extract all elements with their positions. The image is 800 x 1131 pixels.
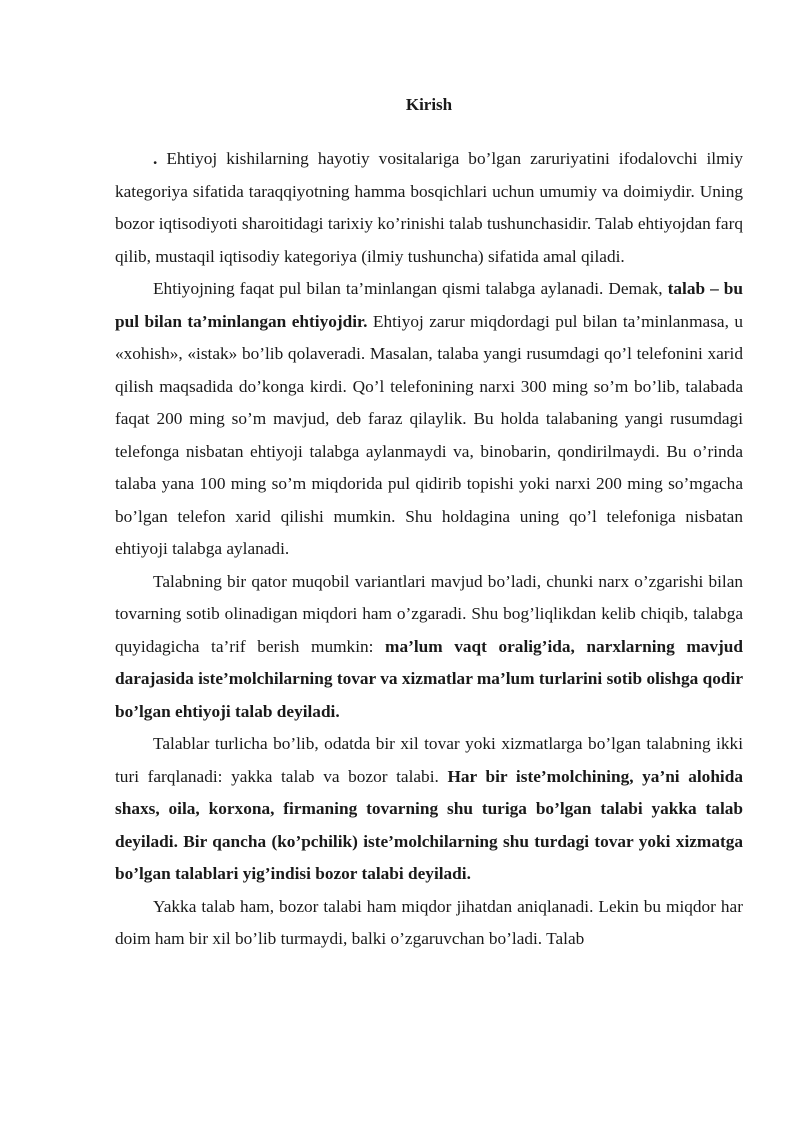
- paragraph-2-text-before: Ehtiyojning faqat pul bilan ta’minlangan qismi talabga aylanadi. Demak,: [153, 279, 668, 298]
- paragraph-2-text-after: Ehtiyoj zarur miqdordagi pul bilan ta’minlanmasa, u «xohish», «istak» bo’lib qolaveradi. Masalan, talaba yangi rusumdagi qo’l telefonini xarid qilish maqsadida do’konga kirdi. Qo’l telefonining narxi 300 ming so’m bo’lib, talabada faqat 200 ming so’m mavjud, deb faraz qilaylik. Bu holda talabaning yangi rusumdagi telefonga nisbatan ehtiyoji talabga aylanmaydi va, binobarin, qondirilmaydi. Bu o’rinda talaba yana 100 ming so’m miqdorida pul qidirib topishi yoki narxi 200 ming so’mgacha bo’lgan telefon xarid qilishi mumkin. Shu holdagina uning qo’l telefoniga nisbatan ehtiyoji talabga aylanadi.: [115, 311, 743, 558]
- paragraph-1-text: Ehtiyoj kishilarning hayotiy vositalariga bo’lgan zaruriyatini ifodalovchi ilmiy kategoriya sifatida taraqqiyotning hamma bosqichlari uchun umumiy va doimiydir. Uning bozor iqtisodiyoti sharoitidagi tarixiy ko’rinishi talab tushunchasidir. Talab ehtiyojdan farq qilib, mustaqil iqtisodiy kategoriya (ilmiy tushuncha) sifatida amal qiladi.: [115, 149, 743, 266]
- paragraph-4-definition: Har bir iste’molchining, ya’ni alohida shaxs, oila, korxona, firmaning tovarning shu turiga bo’lgan talabi yakka talab deyiladi. Bir qancha (ko’pchilik) iste’molchilarning shu turdagi tovar yoki xizmatga bo’lgan talablari yig’indisi bozor talabi deyiladi.: [115, 766, 743, 883]
- document-body: [115, 143, 743, 956]
- paragraph-1-lead: .: [153, 149, 158, 168]
- paragraph-3-text-before: Talabning bir qator muqobil variantlari mavjud bo’ladi, chunki narx o’zgarishi bilan tovarning sotib olinadigan miqdori ham o’zgaradi. Shu bog’liqlikdan kelib chiqib, talabga quyidagicha ta’rif berish mumkin:: [115, 571, 743, 656]
- page-title: Kirish: [405, 95, 453, 114]
- paragraph-2: [115, 273, 743, 566]
- paragraph-5: [115, 891, 743, 956]
- paragraph-4-text-before: Talablar turlicha bo’lib, odatda bir xil tovar yoki xizmatlarga bo’lgan talabning ikki turi farqlanadi: yakka talab va bozor talabi.: [115, 734, 743, 786]
- paragraph-3-definition: ma’lum vaqt oralig’ida, narxlarning mavjud darajasida iste’molchilarning tovar va xizmatlar ma’lum turlarini sotib olishga qodir bo’lgan ehtiyoji talab deyiladi.: [115, 636, 744, 721]
- paragraph-2-definition: talab – bu pul bilan ta’minlangan ehtiyojdir.: [115, 279, 743, 331]
- paragraph-3: [115, 566, 743, 729]
- paragraph-5-text: Yakka talab ham, bozor talabi ham miqdor jihatdan aniqlanadi. Lekin bu miqdor har doim ham bir xil bo’lib turmaydi, balki o’zgaruvchan bo’ladi. Talab: [115, 896, 743, 948]
- paragraph-4: [115, 728, 743, 891]
- paragraph-1: [115, 143, 743, 273]
